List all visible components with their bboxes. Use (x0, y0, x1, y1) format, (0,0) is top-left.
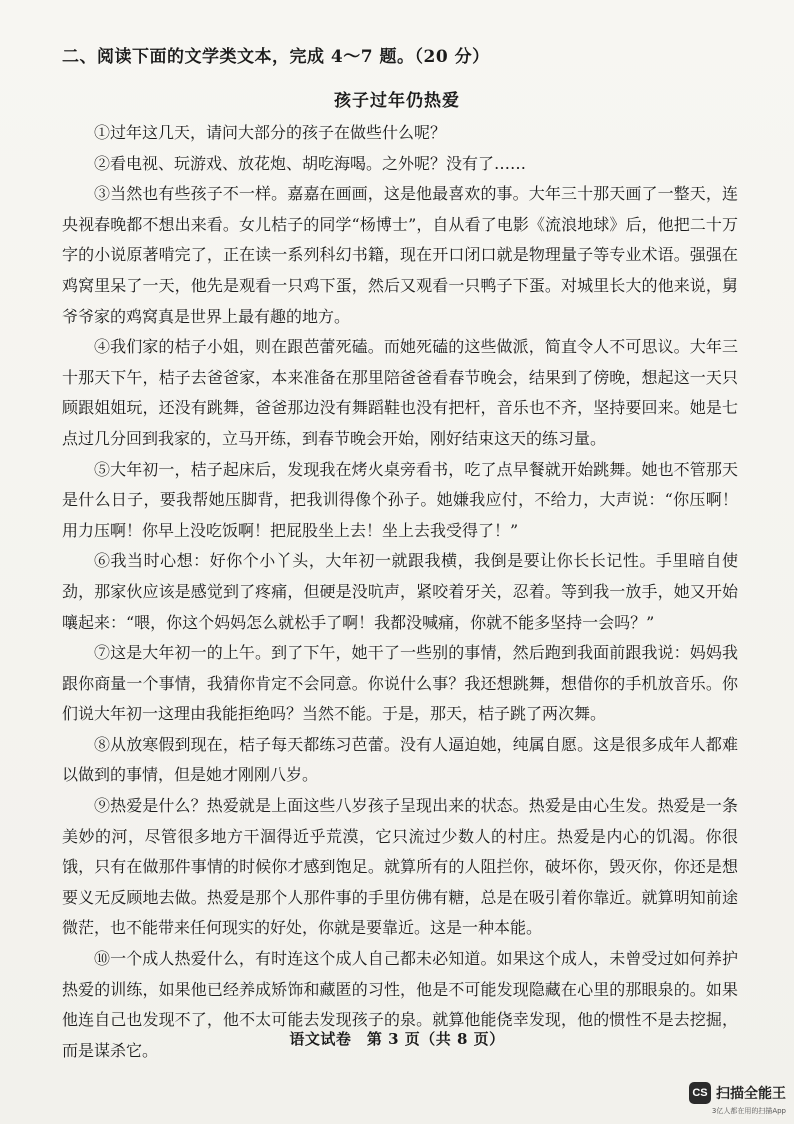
paragraph-7: ⑦这是大年初一的上午。到了下午，她干了一些别的事情，然后跑到我面前跟我说：妈妈我跟你商量一个事情，我猜你肯定不会同意。你说什么事？我还想跳舞，想借你的手机放音乐。你们说大年初一这理由我能拒绝吗？当然不能。于是，那天，桔子跳了两次舞。 (62, 643, 738, 724)
camscanner-logo-icon: CS (689, 1082, 711, 1104)
scanner-app-name: 扫描全能王 (716, 1086, 786, 1102)
paragraph-8: ⑧从放寒假到现在，桔子每天都练习芭蕾。没有人逼迫她，纯属自愿。这是很多成年人都难以做到的事情，但是她才刚刚八岁。 (62, 734, 738, 785)
paragraph-3: ③当然也有些孩子不一样。嘉嘉在画画，这是他最喜欢的事。大年三十那天画了一整天，连央视春晚都不想出来看。女儿桔子的同学“杨博士”，自从看了电影《流浪地球》后，他把二十万字的小说原著啃完了，正在读一系列科幻书籍，现在开口闭口就是物理量子等专业术语。强强在鸡窝里呆了一天，他先是观看一只鸡下蛋，然后又观看一只鸭子下蛋。对城里长大的他来说，舅爷爷家的鸡窝真是世界上最有趣的地方。 (62, 184, 738, 326)
paragraph-5: ⑤大年初一，桔子起床后，发现我在烤火桌旁看书，吃了点早餐就开始跳舞。她也不管那天是什么日子，要我帮她压脚背，把我训得像个孙子。她嫌我应付，不给力，大声说：“你压啊！用力压啊！你早上没吃饭啊！把屁股坐上去！坐上去我受得了！” (62, 459, 738, 540)
paragraph-9: ⑨热爱是什么？热爱就是上面这些八岁孩子呈现出来的状态。热爱是由心生发。热爱是一条美妙的河，尽管很多地方干涸得近乎荒漠，它只流过少数人的村庄。热爱是内心的饥渴。你很饿，只有在做那件事情的时候你才感到饱足。就算所有的人阻拦你，破坏你，毁灭你，你还是想要义无反顾地去做。热爱是那个人那件事的手里仿佛有糖，总是在吸引着你靠近。就算明知前途微茫，也不能带来任何现实的好处，你就是要靠近。这是一种本能。 (62, 796, 738, 938)
paragraph-4: ④我们家的桔子小姐，则在跟芭蕾死磕。而她死磕的这些做派，简直令人不可思议。大年三十那天下午，桔子去爸爸家，本来准备在那里陪爸爸看春节晚会，结果到了傍晚，想起这一天只顾跟姐姐玩，还没有跳舞，爸爸那边没有舞蹈鞋也没有把杆，音乐也不齐，坚持要回来。她是七点过几分回到我家的，立马开练，到春节晚会开始，刚好结束这天的练习量。 (62, 337, 738, 448)
paragraph-1: ①过年这几天，请问大部分的孩子在做些什么呢？ (94, 123, 447, 142)
paragraph-6: ⑥我当时心想：好你个小丫头，大年初一就跟我横，我倒是要让你长长记性。手里暗自使劲，那家伙应该是感觉到了疼痛，但硬是没吭声，紧咬着牙关，忍着。等到我一放手，她又开始嚷起来：“喂，你这个妈妈怎么就松手了啊！我都没喊痛，你就不能多坚持一会吗？” (62, 551, 738, 632)
page-footer: 语文试卷 第 3 页（共 8 页） (289, 1030, 505, 1048)
scanner-watermark (689, 1082, 786, 1116)
scanner-tagline: 3亿人都在用的扫描App (711, 1107, 786, 1115)
paragraph-2: ②看电视、玩游戏、放花炮、胡吃海喝。之外呢？没有了…… (94, 153, 527, 173)
article-body (62, 118, 738, 1066)
article-title: 孩子过年仍热爱 (334, 91, 460, 111)
paragraph-10: ⑩一个成人热爱什么，有时连这个成人自己都未必知道。如果这个成人，未曾受过如何养护热爱的训练，如果他已经养成矫饰和藏匿的习性，他是不可能发现隐藏在心里的那眼泉的。如果他连自己也发现不了，他不太可能去发现孩子的泉。就算他能侥幸发现，他的惯性不是去挖掘，而是谋杀它。 (62, 949, 738, 1060)
section-heading: 二、阅读下面的文学类文本，完成 4～7 题。（20 分） (62, 47, 490, 67)
